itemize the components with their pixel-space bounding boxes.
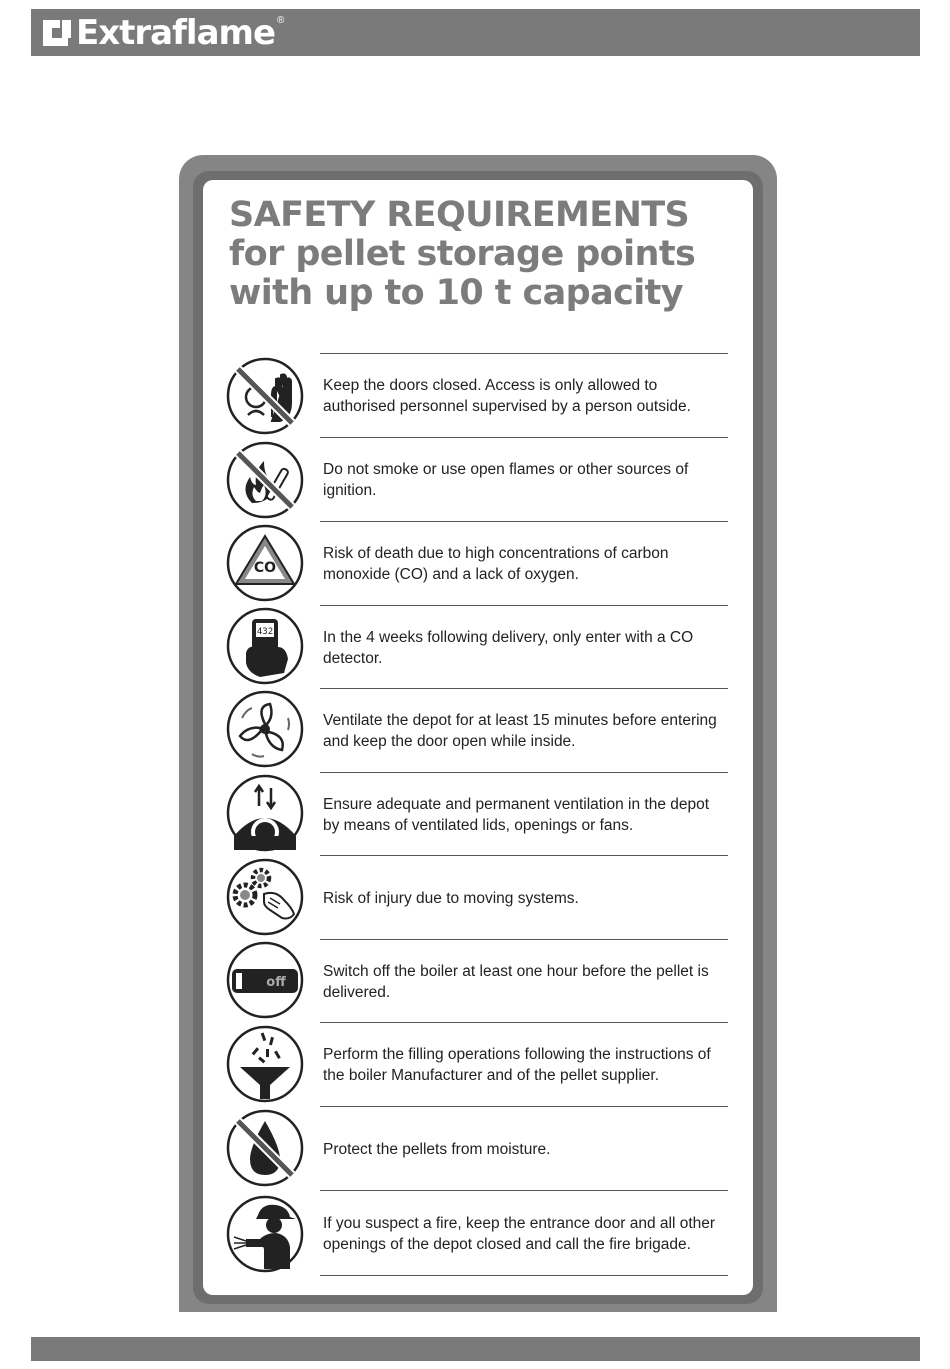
item-5-text: Ventilate the depot for at least 15 minutes before entering and keep the door open while inside.: [323, 712, 717, 750]
co-detector-icon: [226, 607, 304, 685]
item-10-text: Protect the pellets from moisture.: [323, 1140, 551, 1158]
no-flame-icon: [226, 441, 304, 519]
item-7-text: Risk of injury due to moving systems.: [323, 889, 579, 907]
row-divider: [320, 1275, 728, 1276]
sign-title: [229, 196, 729, 313]
item-4-text: In the 4 weeks following delivery, only enter with a CO detector.: [323, 628, 694, 667]
row-divider: [320, 1022, 728, 1023]
item-9-text: Perform the filling operations following the instructions of the boiler Manufacturer and of the pellet supplier.: [323, 1046, 711, 1084]
row-divider: [320, 939, 728, 940]
co-warning-icon: [226, 524, 304, 602]
no-entry-hand-icon: [226, 357, 304, 435]
co-label: CO: [253, 560, 277, 576]
title-line-2: for pellet storage points: [229, 234, 696, 274]
fan-ventilate-icon: [226, 690, 304, 768]
row-divider: [320, 1106, 728, 1107]
item-3-text: Risk of death due to high concentrations of carbon monoxide (CO) and a lack of oxygen.: [323, 545, 669, 583]
funnel-pellets-icon: [226, 1025, 304, 1103]
row-divider: [320, 1190, 728, 1191]
brand-mark-icon: [40, 16, 74, 50]
footer-bar: [31, 1337, 920, 1361]
row-divider: [320, 688, 728, 689]
brand-logo: [40, 13, 284, 53]
detector-reading: 432: [256, 627, 274, 637]
row-divider: [320, 437, 728, 438]
title-line-1: SAFETY REQUIREMENTS: [229, 195, 690, 235]
row-divider: [320, 855, 728, 856]
title-line-3: with up to 10 t capacity: [229, 273, 684, 313]
gears-hand-icon: [226, 858, 304, 936]
item-2-text: Do not smoke or use open flames or other sources of ignition.: [323, 461, 689, 499]
row-divider: [320, 521, 728, 522]
item-8-text: Switch off the boiler at least one hour before the pellet is delivered.: [323, 962, 709, 1001]
row-divider: [320, 772, 728, 773]
switch-off-icon: [226, 941, 304, 1019]
no-moisture-icon: [226, 1109, 304, 1187]
item-1-text: Keep the doors closed. Access is only allowed to authorised personnel supervised by a person outside.: [323, 377, 691, 415]
switch-off-label: off: [266, 975, 286, 990]
registered-mark: ®: [277, 15, 285, 26]
row-divider: [320, 353, 728, 354]
item-11-text: If you suspect a fire, keep the entrance door and all other openings of the depot closed and call the fire brigade.: [323, 1214, 716, 1253]
ventilation-lid-icon: [226, 774, 304, 852]
item-6-text: Ensure adequate and permanent ventilation in the depot by means of ventilated lids, openings or fans.: [323, 795, 710, 834]
row-divider: [320, 605, 728, 606]
brand-name: Extraflame: [76, 13, 275, 53]
firefighter-icon: [226, 1195, 304, 1273]
